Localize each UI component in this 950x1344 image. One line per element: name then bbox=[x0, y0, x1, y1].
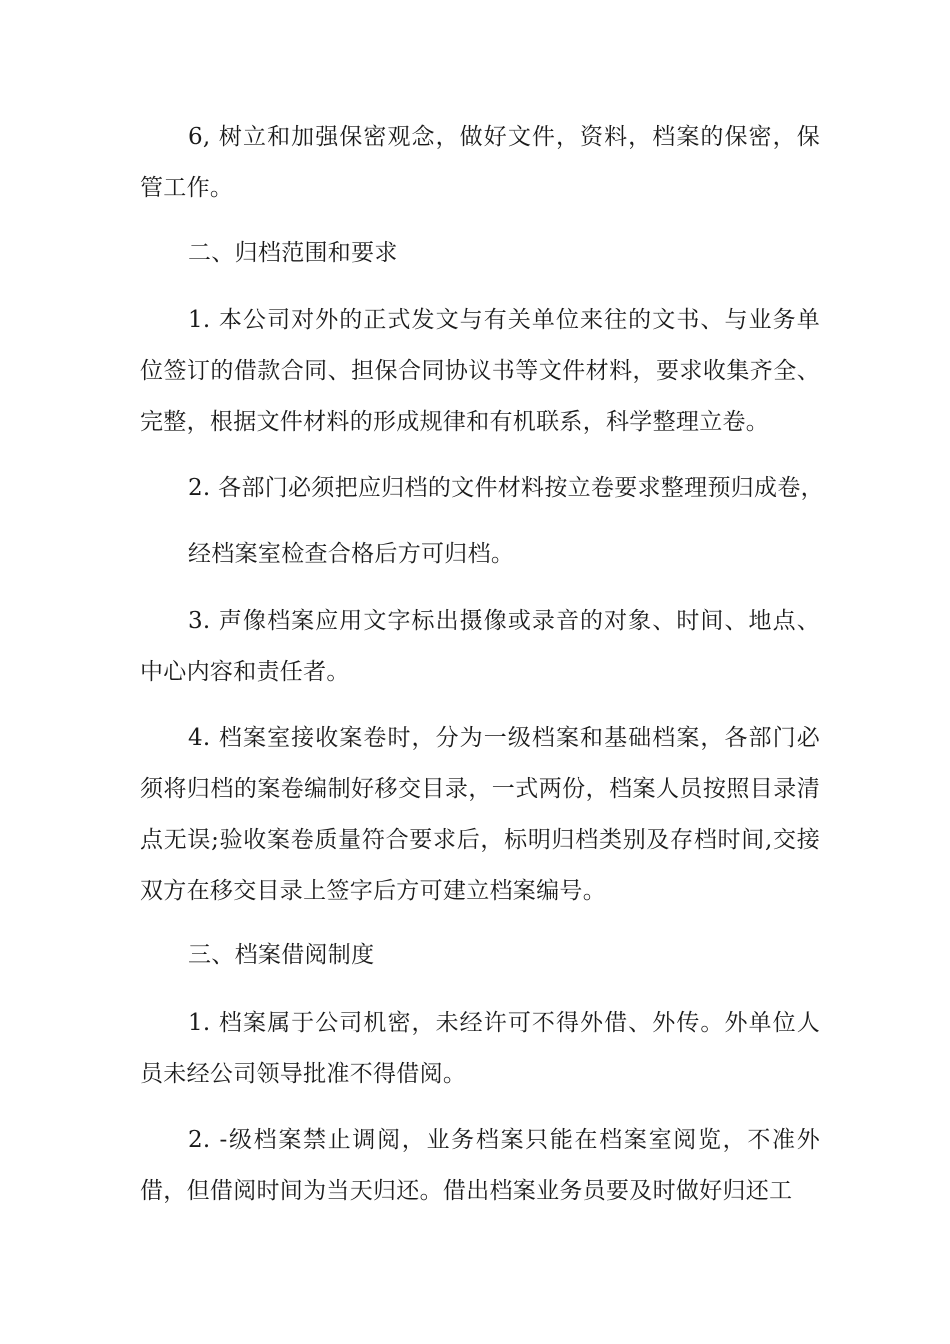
paragraph-item-2-departments: 2. 各部门必须把应归档的文件材料按立卷要求整理预归成卷， bbox=[188, 475, 824, 501]
section-heading-borrowing-policy: 三、档案借阅制度 bbox=[188, 942, 375, 968]
paragraph-item-4-receiving: 4. 档案室接收案卷时，分为一级档案和基础档案，各部门必须将归档的案卷编制好移交目录，一式两份，档案人员按照目录清点无误;验收案卷质量符合要求后，标明归档类别及存档时间,交接双方在移交目录上签字后方可建立档案编号。 bbox=[140, 725, 820, 904]
paragraph-borrow-item-1: 1. 档案属于公司机密，未经许可不得外借、外传。外单位人员未经公司领导批准不得借阅。 bbox=[140, 1010, 820, 1087]
paragraph-borrow-item-2: 2. -级档案禁止调阅，业务档案只能在档案室阅览，不准外借，但借阅时间为当天归还。借出档案业务员要及时做好归还工 bbox=[140, 1127, 820, 1204]
paragraph-confidentiality: 6, 树立和加强保密观念，做好文件，资料，档案的保密，保管工作。 bbox=[140, 124, 820, 201]
paragraph-item-2-continuation: 经档案室检查合格后方可归档。 bbox=[188, 541, 515, 567]
paragraph-item-3-audiovisual: 3. 声像档案应用文字标出摄像或录音的对象、时间、地点、中心内容和责任者。 bbox=[140, 608, 820, 685]
section-heading-archiving-scope: 二、归档范围和要求 bbox=[188, 240, 398, 266]
paragraph-item-1-documents: 1. 本公司对外的正式发文与有关单位来往的文书、与业务单位签订的借款合同、担保合同协议书等文件材料，要求收集齐全、完整，根据文件材料的形成规律和有机联系，科学整理立卷。 bbox=[140, 307, 820, 435]
